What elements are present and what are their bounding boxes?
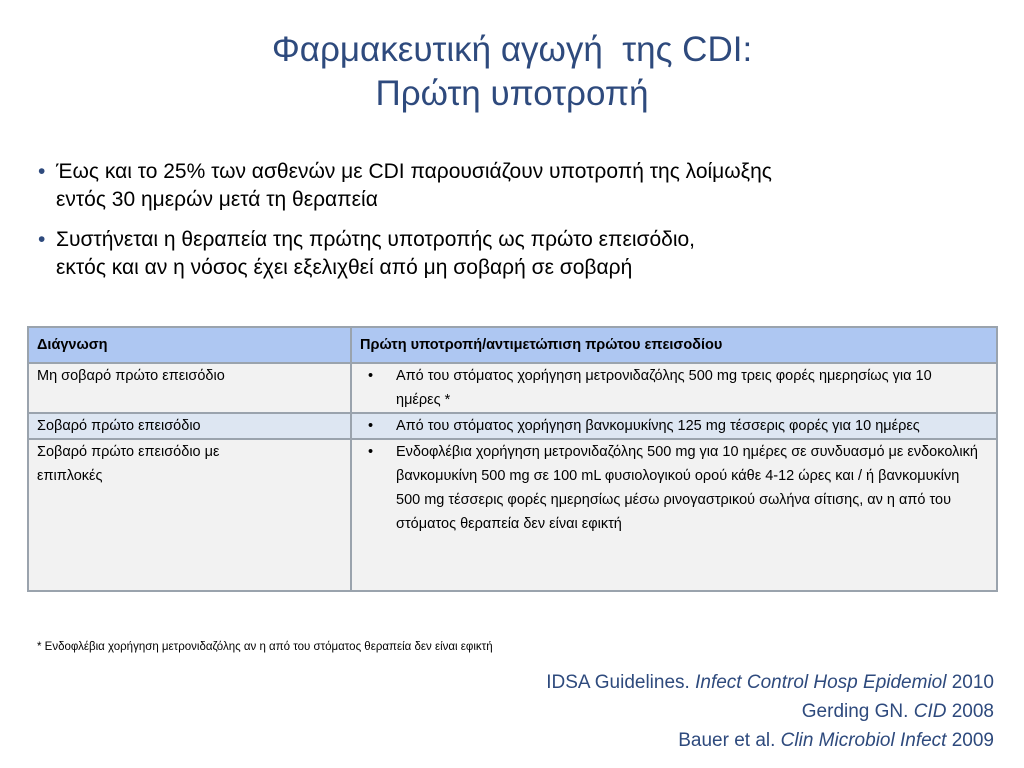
- diagnosis-text: επιπλοκές: [37, 468, 103, 484]
- diagnosis-cell: [28, 363, 351, 413]
- table-row: [28, 413, 997, 439]
- bullet-dot-icon: •: [368, 418, 374, 434]
- header-diagnosis: Διάγνωση: [28, 327, 351, 363]
- reference-year: 2010: [946, 672, 994, 693]
- treatment-cell: [351, 363, 997, 413]
- table-row: [28, 439, 997, 591]
- diagnosis-text: Σοβαρό πρώτο επεισόδιο με: [37, 444, 220, 460]
- header-treatment: Πρώτη υποτροπή/αντιμετώπιση πρώτου επεισοδίου: [351, 327, 997, 363]
- diagnosis-text: Σοβαρό πρώτο επεισόδιο: [37, 418, 201, 434]
- bullet-text-line: Έως και το 25% των ασθενών με CDI παρουσιάζουν υποτροπή της λοίμωξης: [56, 160, 772, 183]
- reference-journal: Infect Control Hosp Epidemiol: [695, 672, 947, 693]
- treatment-table: [27, 326, 998, 592]
- reference-line: [546, 697, 994, 726]
- reference-year: 2009: [946, 730, 994, 751]
- bullet-dot-icon: •: [368, 444, 374, 460]
- bullet-text-line: Συστήνεται η θεραπεία της πρώτης υποτροπής ως πρώτο επεισόδιο,: [56, 228, 696, 251]
- diagnosis-cell: [28, 413, 351, 439]
- references: [546, 668, 994, 755]
- treatment-text: Από του στόματος χορήγηση μετρονιδαζόλης 500 mg τρεις φορές ημερησίως για 10 ημέρες *: [396, 368, 932, 408]
- diagnosis-text: Μη σοβαρό πρώτο επεισόδιο: [37, 368, 225, 384]
- bullet-text-line: εντός 30 ημερών μετά τη θεραπεία: [56, 188, 378, 211]
- reference-line: [546, 726, 994, 755]
- bullet-list: [38, 158, 998, 294]
- treatment-cell: [351, 439, 997, 591]
- bullet-dot-icon: •: [368, 368, 374, 384]
- slide-title-line-2: Πρώτη υποτροπή: [375, 74, 649, 113]
- diagnosis-cell: [28, 439, 351, 591]
- bullet-item-recurrence-rate: [38, 158, 998, 214]
- treatment-text: Από του στόματος χορήγηση βανκομυκίνης 125 mg τέσσερις φορές για 10 ημέρες: [396, 418, 920, 434]
- slide-title-line-1: Φαρμακευτική αγωγή της CDI:: [271, 30, 753, 69]
- reference-journal: Clin Microbiol Infect: [780, 730, 947, 751]
- bullet-dot-icon: •: [38, 160, 46, 183]
- slide-title: [0, 28, 1024, 116]
- reference-author: Bauer et al.: [678, 730, 781, 751]
- table-footnote: * Ενδοφλέβια χορήγηση μετρονιδαζόλης αν η από του στόματος θεραπεία δεν είναι εφικτή: [37, 641, 493, 653]
- reference-journal: CID: [913, 701, 947, 722]
- reference-line: [546, 668, 994, 697]
- reference-author: IDSA Guidelines.: [546, 672, 696, 693]
- table-header-row: [28, 327, 997, 363]
- reference-year: 2008: [946, 701, 994, 722]
- table-row: [28, 363, 997, 413]
- bullet-dot-icon: •: [38, 228, 46, 251]
- bullet-text-line: εκτός και αν η νόσος έχει εξελιχθεί από μη σοβαρή σε σοβαρή: [56, 256, 633, 279]
- reference-author: Gerding GN.: [801, 701, 914, 722]
- treatment-text: Ενδοφλέβια χορήγηση μετρονιδαζόλης 500 mg για 10 ημέρες σε συνδυασμό με ενδοκολική βανκομυκίνη 500 mg σε 100 mL φυσιολογικού ορού κάθε 4-12 ώρες και / ή βανκομυκίνη 500 mg τέσσερις φορές ημερησίως μέσω ρινογαστρικού σωλήνα σίτισης, αν η από του στόματος θεραπεία δεν είναι εφικτή: [396, 444, 978, 532]
- bullet-item-recommendation: [38, 226, 998, 282]
- treatment-cell: [351, 413, 997, 439]
